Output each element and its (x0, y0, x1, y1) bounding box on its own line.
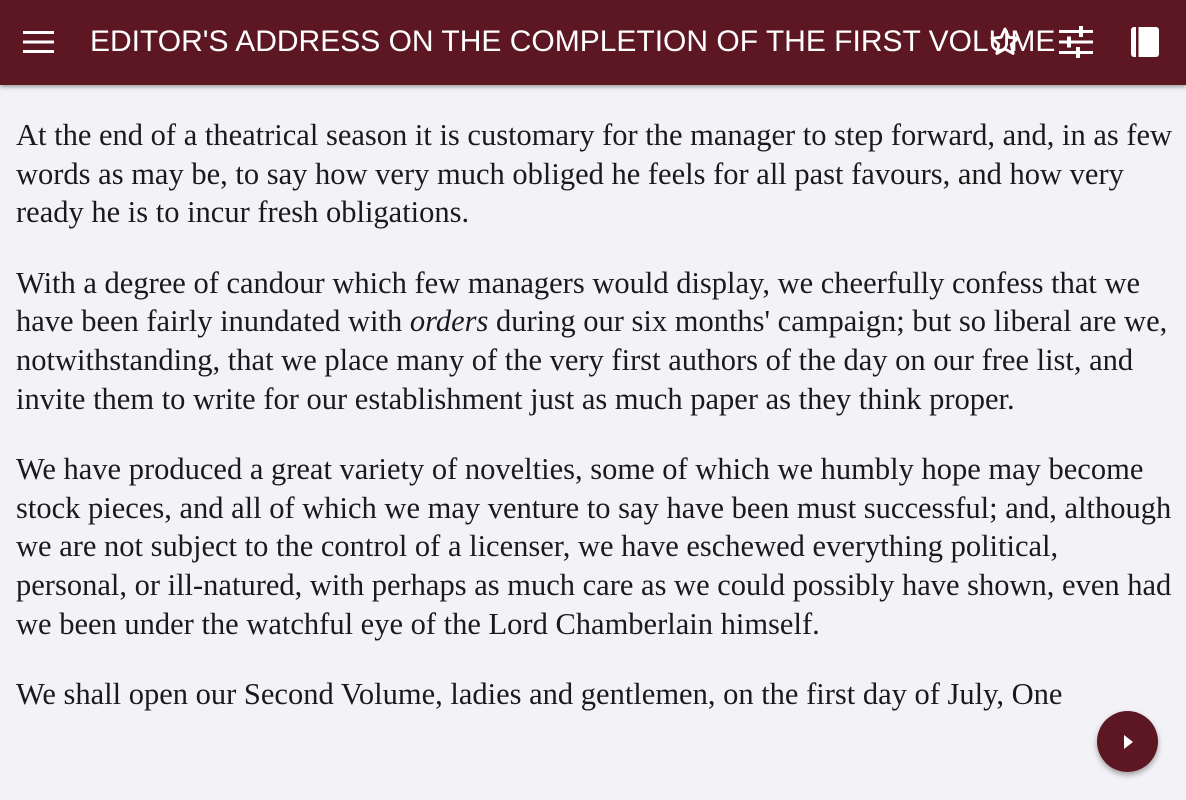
settings-button[interactable] (1054, 20, 1098, 64)
paragraph-text: during our six months' campaign; but so liberal are we, notwithstanding, that we place many of the very first authors of the day on our free list, and invite them to write for our establishment just as much paper as they think proper. (16, 304, 1168, 416)
tune-sliders-icon (1058, 25, 1094, 59)
article-paragraph: At the end of a theatrical season it is customary for the manager to step forward, and, in as few words as may be, to say how very much obliged he feels for all past favours, and how very ready he is to incur fresh obligations. (16, 118, 1173, 230)
page-title: EDITOR'S ADDRESS ON THE COMPLETION OF THE FIRST VOLUME (90, 25, 1056, 58)
article-content (16, 116, 1176, 800)
emphasized-text: orders (409, 304, 489, 339)
menu-icon (22, 29, 56, 55)
article-paragraph: We have produced a great variety of novelties, some of which we humbly hope may become stock pieces, and all of which we may venture to say have been must successful; and, although we are not subject to the control of a licenser, we have eschewed everything political, personal, or ill-natured, with perhaps as much care as we could possibly have shown, even had we been under the watchful eye of the Lord Chamberlain himself. (16, 452, 1172, 641)
paragraph-text: With a degree of candour which few managers would display, we cheerfully confess that we have been fairly inundated with (16, 265, 1141, 339)
book-icon (1130, 26, 1160, 58)
app-bar (0, 0, 1186, 85)
favorite-button[interactable] (983, 20, 1027, 64)
book-button[interactable] (1123, 20, 1167, 64)
article-paragraph (16, 264, 1176, 418)
next-page-button[interactable] (1097, 711, 1158, 772)
play-arrow-icon (1117, 731, 1139, 753)
menu-button[interactable] (17, 20, 61, 64)
star-outline-icon (988, 25, 1022, 59)
article-paragraph: We shall open our Second Volume, ladies and gentlemen, on the first day of July, One (16, 677, 1063, 712)
